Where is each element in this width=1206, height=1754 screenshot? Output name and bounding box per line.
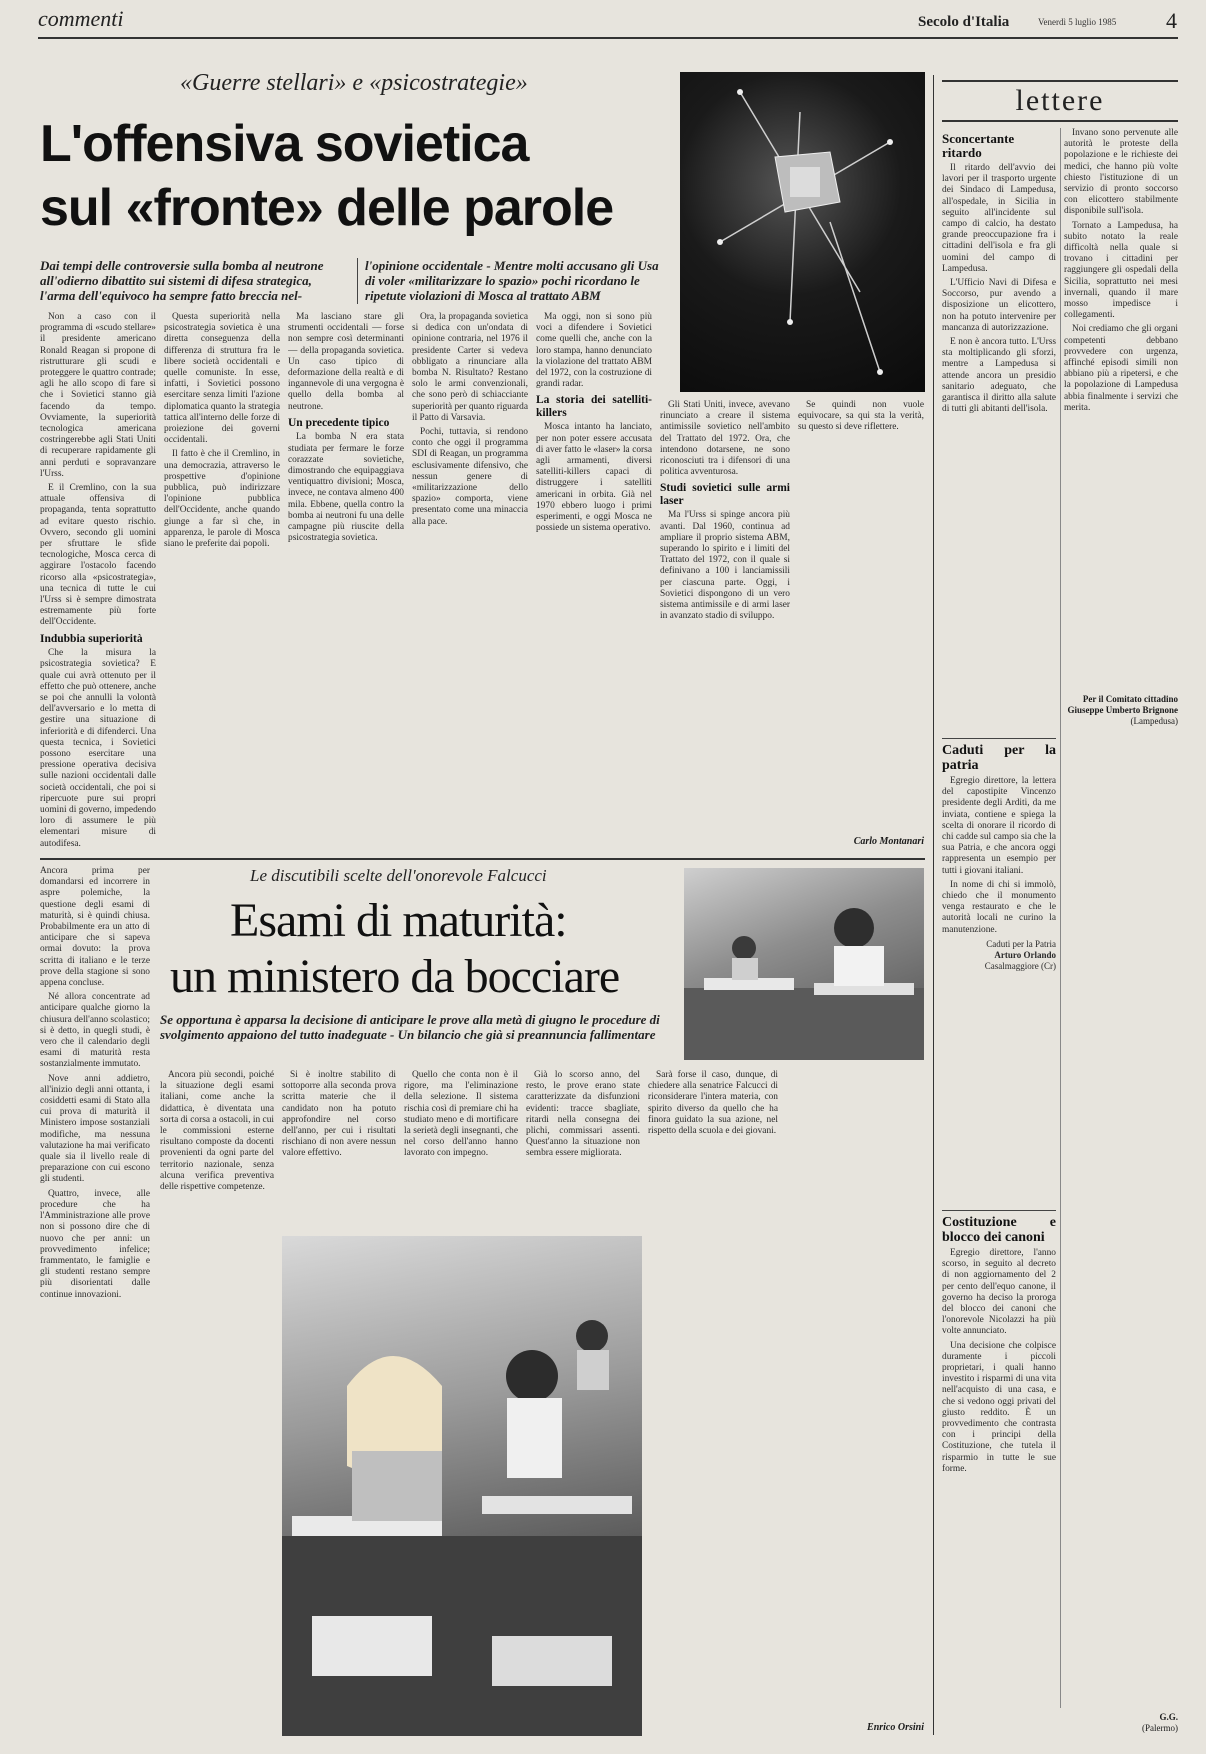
letter3-sign-name: G.G. [1159, 1712, 1178, 1722]
article1-paragraph: E il Cremlino, con la sua attuale offensiva di propaganda, tenta soprattutto ad evitare questo rischio. Ovvero, secondo gli uomini per sfruttare le sfide tecnologiche, Mosca cerca di aggirare l'ostacolo facendo ricorso alla «psicostrategia», una tecnica di tutte le cui l'Urss si è sempre dimostrata estremamente più forte dell'Occidente. [40, 483, 156, 628]
article1-col2 [164, 312, 280, 852]
article1-col4 [412, 312, 528, 852]
article2-paragraph: Ancora prima per domandarsi ed incorrere in aspre polemiche, la questione degli esami di maturità, si è quindi chiusa. Probabilmente era un atto di anticipare che si sapeva ormai dovuto: la prova scritta di italiano e le terze prove della stagione si sono appena concluse. [40, 866, 150, 989]
exam-room-icon [282, 1236, 642, 1736]
article1-paragraph: Ma l'Urss si spinge ancora più avanti. Dal 1960, continua ad ampliare il proprio sistema ABM, superando lo spirito e i limiti del Trattato del 1972, con il quale si definivano a 100 i lanciamissili per ciascuna parte. Oggi, i Sovietici dispongono di un vero sistema antimissile e di armi laser in avanzato stadio di sviluppo. [660, 510, 790, 622]
letter-title: Caduti per la patria [942, 743, 1056, 773]
article2-kicker: Le discutibili scelte dell'onorevole Falcucci [250, 866, 547, 885]
letter2-sign-name: Arturo Orlando [994, 949, 1056, 960]
issue-date: Venerdì 5 luglio 1985 [1038, 17, 1117, 27]
letter3-sign-place: (Palermo) [1142, 1723, 1178, 1733]
article1-paragraph: Mosca intanto ha lanciato, per non poter essere accusata di aver fatto le «laser» la corsa agli armamenti, diversi satelliti-killers capaci di distruggere i satelliti americani in orbita. Già nel 1970 ebbero luogo i primi esperimenti, e oggi Mosca ne possiede un sistema operativo. [536, 422, 652, 534]
letter-paragraph: Egregio direttore, la lettera del capostipite Vincenzo presidente degli Arditi, da me inviata, contiene e spiega la scelta di onorare il ricordo di chi cadde sul campo sia che la sua Patria, e che ancora oggi rappresenta un esempio per tutti i giovani italiani. [942, 776, 1056, 876]
letter-paragraph: Una decisione che colpisce duramente i piccoli proprietari, i quali hanno investito i risparmi di una vita nell'acquisto di una casa, e che si vedono oggi privati del giusto reddito. È un provvedimento che contrasta con i principi della Costituzione, che tutela il risparmio in tutte le sue forme. [942, 1340, 1056, 1474]
article1-title-line2: sul «fronte» delle parole [40, 179, 614, 237]
letters-header: lettere [942, 80, 1178, 122]
article2-col4 [404, 1070, 518, 1230]
article2-col5 [526, 1070, 640, 1230]
letter-paragraph: In nome di chi si immolò, chiedo che il monumento venga restaurato e che le autorità locali ne curino la manutenzione. [942, 879, 1056, 935]
article1-paragraph: Ma oggi, non si sono più voci a difendere i Sovietici come quelli che, anche con la loro stampa, hanno denunciato la violazione del trattato ABM del 1972, con la costruzione di grandi radar. [536, 312, 652, 390]
article1-paragraph: Che la misura la psicostrategia sovietica? E quale cui avrà ottenuto per il effetto che può ottenere, anche se poi che annulli la volontà dell'avversario e lo metta di gestire una situazione di inferiorità e di difenderci. Una questa tecnica, i Sovietici possono esercitare una pressione operativa decisiva sulle nazioni occidentali dalle società occidentali, che poi si ripercuote pure sui propri uomini di governo, impedendo loro di assumere le più elementari misure di autodifesa. [40, 648, 156, 849]
article1-paragraph: Il fatto è che il Cremlino, in una democrazia, attraverso le prospettive d'opinione pubblica, può indirizzare l'opinione pubblica dell'Occidente, anche quando giunge a far sì che, in apparenza, le parole di Mosca siano le preferite dai popoli. [164, 449, 280, 550]
students-icon [684, 868, 924, 1060]
article1-deck-right: l'opinione occidentale - Mentre molti accusano gli Usa di voler «militarizzare lo spazio» pochi ricordano le ripetute violazioni di Mosca al trattato ABM [365, 258, 659, 303]
letter-paragraph: Noi crediamo che gli organi competenti debbano provvedere con urgenza, affinché episodi simili non abbiano più a ripetersi, e che la popolazione di Lampedusa abbia finalmente i servizi che merita. [1064, 324, 1178, 413]
article1-paragraph: Se quindi non vuole equivocare, sa qui sta la verità, su questo si deve riflettere. [798, 400, 924, 433]
letter2-signature [942, 939, 1056, 972]
article2-title-line1: Esami di maturità: [230, 894, 567, 947]
letters-col1-bottom [942, 1210, 1056, 1730]
classroom-photo-small [684, 868, 924, 1060]
classroom-photo-large [282, 1236, 642, 1736]
article1-paragraph: Ma lasciano stare gli strumenti occidentali — forse non sempre così determinanti — della propaganda sovietica. Un caso tipico di deformazione della realtà e di ingannevole di una vergogna è quello della bomba al neutrone. [288, 312, 404, 412]
article-separator [40, 858, 925, 860]
article2-paragraph: Ancora più secondi, poiché la situazione degli esami italiani, come anche la didattica, è diventata una sorta di corsa a ostacoli, in cui le commissioni esterne risultano composte da docenti provenienti da ogni parte del territorio nazionale, senza alcuna verifica preventiva delle rispettive competenze. [160, 1070, 274, 1193]
letter-title: Sconcertante ritardo [942, 131, 1015, 160]
article2-paragraph: Nove anni addietro, all'inizio degli anni ottanta, i cosiddetti esami di Stato alla cui prova di maturità il Ministero impose sostanziali modifiche, ma nessuna valutazione ha mai verificato quale sia il livello reale di preparazione con cui escono gli studenti. [40, 1073, 150, 1185]
article2-deck: Se opportuna è apparsa la decisione di anticipare le prove alla metà di giugno le procedure di svolgimento appaiono del tutto inadeguate - Un bilancio che già si preannuncia fallimentare [160, 1012, 660, 1042]
article1-subhead: La storia dei satelliti-killers [536, 394, 652, 419]
letter1-signature [1064, 694, 1178, 727]
letter2-sign-place: Casalmaggiore (Cr) [984, 960, 1056, 971]
page-number: 4 [1166, 8, 1177, 33]
article1-title-line1: L'offensiva sovietica [40, 115, 529, 173]
letter-title: Costituzione e blocco dei canoni [942, 1215, 1056, 1245]
article1-byline: Carlo Montanari [853, 836, 924, 847]
article2-col2 [160, 1070, 274, 1736]
article2-paragraph: Già lo scorso anno, del resto, le prove erano state caratterizzate da disfunzioni evidenti: tracce sbagliate, ritardi nella consegna dei plichi, commissari assenti. Quest'anno la situazione non sembra essere migliorata. [526, 1070, 640, 1159]
letter-divider [942, 738, 1056, 739]
article1-paragraph: Questa superiorità nella psicostrategia sovietica è una diretta conseguenza della differenza di struttura fra le libere società occidentali e quelle comuniste. In esse, infatti, i Sovietici possono esercitare senza limiti l'azione diplomatica quanto la strategia tattica all'interno delle forze di proiezione dei governi occidentali. [164, 312, 280, 446]
article1-col1 [40, 312, 156, 852]
article2-paragraph: Né allora concentrate ad anticipare qualche giorno la chiusura dell'anno scolastico; si è detto, in quegli studi, è vero che il calendario degli esami di maturità resta sostanzialmente immutato. [40, 992, 150, 1070]
letter1-sign-label: Per il Comitato cittadino [1082, 694, 1178, 704]
letters-divider [933, 75, 934, 1735]
letter-paragraph: Invano sono pervenute alle autorità le proteste della popolazione e le richieste dei medici, che hanno più volte chiesto l'istituzione di un servizio di pronto soccorso con elicottero stabilmente disponibile sull'isola. [1064, 128, 1178, 217]
letter1-sign-name: Giuseppe Umberto Brignone [1067, 705, 1178, 715]
article1-paragraph: Gli Stati Uniti, invece, avevano rinunciato a creare il sistema antimissile sovietico nell'ambito del Trattato del 1972. Ora, che intendono dotarsene, ne sono riconosciuti tra i difensori di una politica avventurosa. [660, 400, 790, 478]
article1-col3 [288, 312, 404, 852]
letters-col2 [1064, 128, 1178, 688]
letter-paragraph: L'Ufficio Navi di Difesa e Soccorso, pur avendo a disposizione un elicottero, non ha potuto intervenire per mancanza di autorizzazione. [942, 278, 1056, 333]
letter3-signature [942, 1712, 1178, 1734]
masthead-rule [38, 37, 1178, 39]
article2-paragraph: Quattro, invece, alle procedure che ha l'Amministrazione alle prove non si possono dire che di nuovo che per anni: un provvedimento infelice; frammentato, le famiglie e gli studenti restano sempre più disorientati dalle continue innovazioni. [40, 1188, 150, 1300]
letter1-sign-place: (Lampedusa) [1130, 716, 1178, 726]
article1-kicker: «Guerre stellari» e «psicostrategie» [180, 70, 528, 96]
article1-col5 [536, 312, 652, 852]
letters-col1 [942, 128, 1056, 728]
letters-col1-lower [942, 738, 1056, 1198]
letter-paragraph: Il ritardo dell'avvio dei lavori per il trasporto urgente dei Sindaco di Lampedusa, all'ospedale, in Sicilia in seguito all'incidente sul campo di calcio, ha destato grande preoccupazione fra i cittadini dell'isola e fra gli uomini del campo di Lampedusa. [942, 163, 1056, 274]
article2-paragraph: Si è inoltre stabilito di sottoporre alla seconda prova scritta materie che il candidato non ha potuto approfondire nel corso dell'anno, per cui i risultati rischiano di non avere nessun valore effettivo. [282, 1070, 396, 1159]
satellite-icon [680, 72, 925, 392]
letter-divider [942, 1210, 1056, 1211]
article1-col7 [798, 400, 924, 830]
article1-paragraph: La bomba N era stata studiata per fermare le forze corazzate sovietiche, dimostrando che equipaggiava ventiquattro divisioni; Mosca, invece, ne contava almeno 400 mila. Ebbene, quella contro la bomba ai neutroni fu una delle campagne più riuscite della psicostrategia sovietica. [288, 432, 404, 544]
paper-name: Secolo d'Italia [918, 14, 1010, 30]
letter-paragraph: E non è ancora tutto. L'Urss sta moltiplicando gli sforzi, mentre a Lampedusa si attende ancora un presidio sanitario adeguato, che garantisca il diritto alla salute di tutti gli abitanti dell'isola. [942, 337, 1056, 415]
article1-deck-left: Dai tempi delle controversie sulla bomba al neutrone all'odierno dibattito sui sistemi di difesa strategica, l'arma dell'equivoco ha sempre fatto breccia nel- [40, 258, 324, 303]
article2-paragraph: Sarà forse il caso, dunque, di chiedere alla senatrice Falcucci di riconsiderare l'intera materia, con spirito diverso da quello che ha finora guidato la sua azione, nel rispetto della scuola e dei giovani. [648, 1070, 778, 1137]
letter-paragraph: Egregio direttore, l'anno scorso, in seguito al decreto di non aggiornamento del 2 per cento dell'equo canone, il governo ha deciso la proroga del blocco dei canoni che l'onorevole Nicolazzi ha più volte annunciato. [942, 1248, 1056, 1337]
letter2-sign-label: Caduti per la Patria [986, 938, 1056, 949]
article2-byline: Enrico Orsini [867, 1722, 924, 1733]
letters-col-divider [1060, 128, 1061, 1708]
article1-subhead: Studi sovietici sulle armi laser [660, 482, 790, 507]
deck-divider [357, 258, 358, 304]
article2-title-line2: un ministero da bocciare [170, 950, 620, 1003]
article1-col6 [660, 400, 790, 852]
article1-paragraph: Ora, la propaganda sovietica si dedica con un'ondata di opinione contraria, nel 1976 il presidente Carter si vedeva obbligato a rinunciare alla bomba N. Risultato? Restano solo le armi convenzionali, che sono però di schiacciante superiorità per quanto riguarda il Patto di Varsavia. [412, 312, 528, 423]
article1-subhead: Indubbia superiorità [40, 632, 143, 645]
article2-paragraph: Quello che conta non è il rigore, ma l'eliminazione della selezione. Il sistema rischia così di premiare chi ha studiato meno e di mortificare la serietà degli insegnanti, che nel corso dell'anno hanno lavorato con impegno. [404, 1070, 518, 1159]
letter-paragraph: Tornato a Lampedusa, ha subito notato la reale difficoltà nella quale si trovano i cittadini per raggiungere gli ospedali della Sicilia, soprattutto nei mesi invernali, quando il mare mosso impedisce i collegamenti. [1064, 220, 1178, 321]
article2-col6 [648, 1070, 778, 1720]
article1-subhead: Un precedente tipico [288, 416, 390, 429]
section-label: commenti [38, 6, 124, 31]
article1-paragraph: Non a caso con il programma di «scudo stellare» il presidente americano Ronald Reagan si propone di ristrutturare gli scudi e proteggere le quattro contrade; agli he allo scopo di fare sì che i Sovietici stanno già facendo da tempo. Ovviamente, la superiorità tecnologica americana costringerebbe agli Stati Uniti di recuperare rapidamente gli anni perduti e sopravanzare l'Urss. [40, 312, 156, 479]
article2-col3 [282, 1070, 396, 1230]
article1-paragraph: Pochi, tuttavia, si rendono conto che oggi il programma SDI di Reagan, un programma esclusivamente difensivo, che nessun genere di «militarizzazione dello spazio» comporta, viene presentato come una minaccia alla pace. [412, 427, 528, 527]
article2-col1 [40, 866, 150, 1736]
satellite-photo [680, 72, 925, 392]
